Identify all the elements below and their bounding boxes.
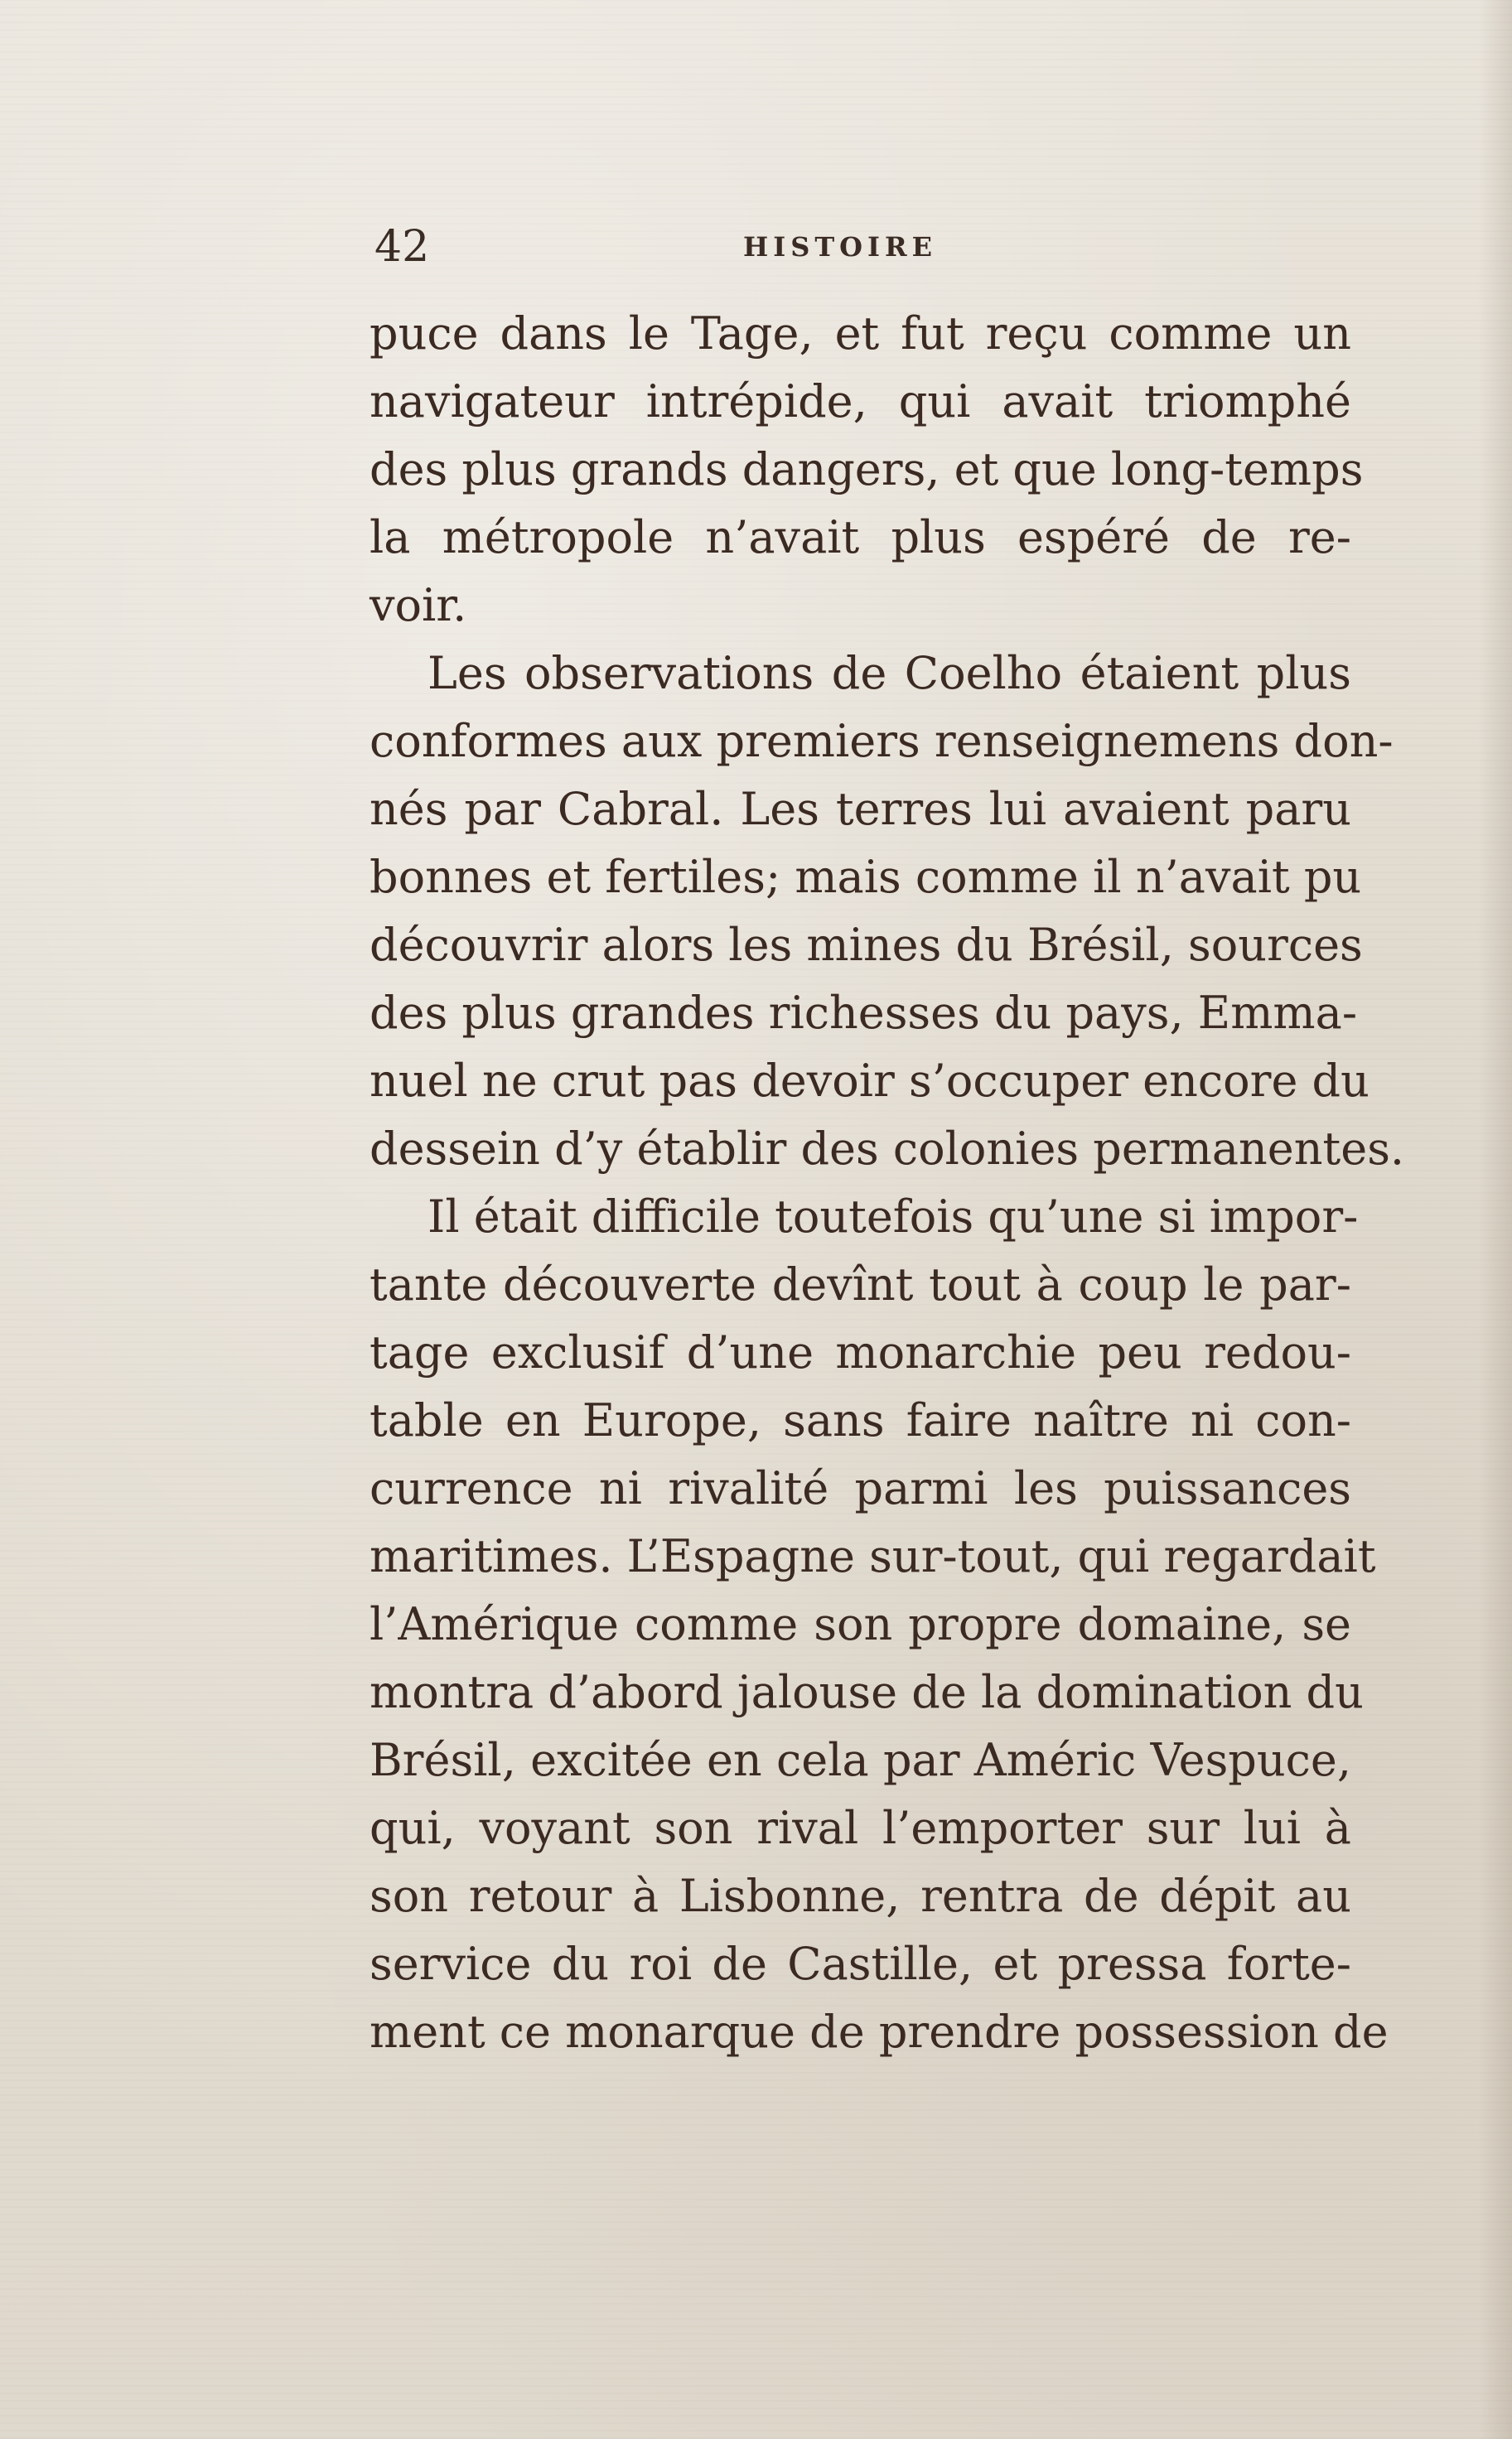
text-line: dessein d’y établir des colonies permanentes. xyxy=(370,1123,1405,1175)
text-line: conformes aux premiers renseignemens don- xyxy=(370,715,1394,767)
text-line: bonnes et fertiles; mais comme il n’avait pu xyxy=(370,851,1362,903)
text-line: tante découverte devînt tout à coup le par- xyxy=(370,1258,1351,1311)
text-line: navigateur intrépide, qui avait triomphé xyxy=(370,375,1351,427)
text-line: ment ce monarque de prendre possession de xyxy=(370,2006,1389,2058)
text-line: des plus grands dangers, et que long-temps xyxy=(370,443,1364,495)
text-line: des plus grandes richesses du pays, Emma- xyxy=(370,987,1358,1039)
text-line: voir. xyxy=(370,579,467,631)
text-line: son retour à Lisbonne, rentra de dépit au xyxy=(370,1870,1351,1922)
text-line: Brésil, excitée en cela par Améric Vespuce, xyxy=(370,1734,1351,1786)
body-text xyxy=(370,300,1405,2066)
page-number: 42 xyxy=(374,222,430,272)
text-line: Les observations de Coelho étaient plus xyxy=(428,647,1351,699)
text-line: table en Europe, sans faire naître ni con- xyxy=(370,1394,1351,1446)
text-line: qui, voyant son rival l’emporter sur lui à xyxy=(370,1802,1351,1854)
text-line: puce dans le Tage, et fut reçu comme un xyxy=(370,307,1351,360)
text-line: Il était difficile toutefois qu’une si impor- xyxy=(428,1191,1359,1243)
text-line: montra d’abord jalouse de la domination du xyxy=(370,1666,1364,1718)
text-line: currence ni rivalité parmi les puissances xyxy=(370,1462,1351,1514)
text-line: l’Amérique comme son propre domaine, se xyxy=(370,1598,1351,1650)
text-line: service du roi de Castille, et pressa forte- xyxy=(370,1938,1351,1990)
page-header xyxy=(374,222,1348,272)
text-line: découvrir alors les mines du Brésil, sources xyxy=(370,919,1363,971)
text-line: la métropole n’avait plus espéré de re- xyxy=(370,511,1351,563)
text-line: tage exclusif d’une monarchie peu redou- xyxy=(370,1326,1351,1379)
text-line: maritimes. L’Espagne sur-tout, qui regardait xyxy=(370,1530,1376,1582)
running-title: HISTOIRE xyxy=(743,231,937,263)
page-edge-shadow xyxy=(1479,0,1512,2439)
text-line: nuel ne crut pas devoir s’occuper encore du xyxy=(370,1055,1369,1107)
text-line: nés par Cabral. Les terres lui avaient paru xyxy=(370,783,1351,835)
